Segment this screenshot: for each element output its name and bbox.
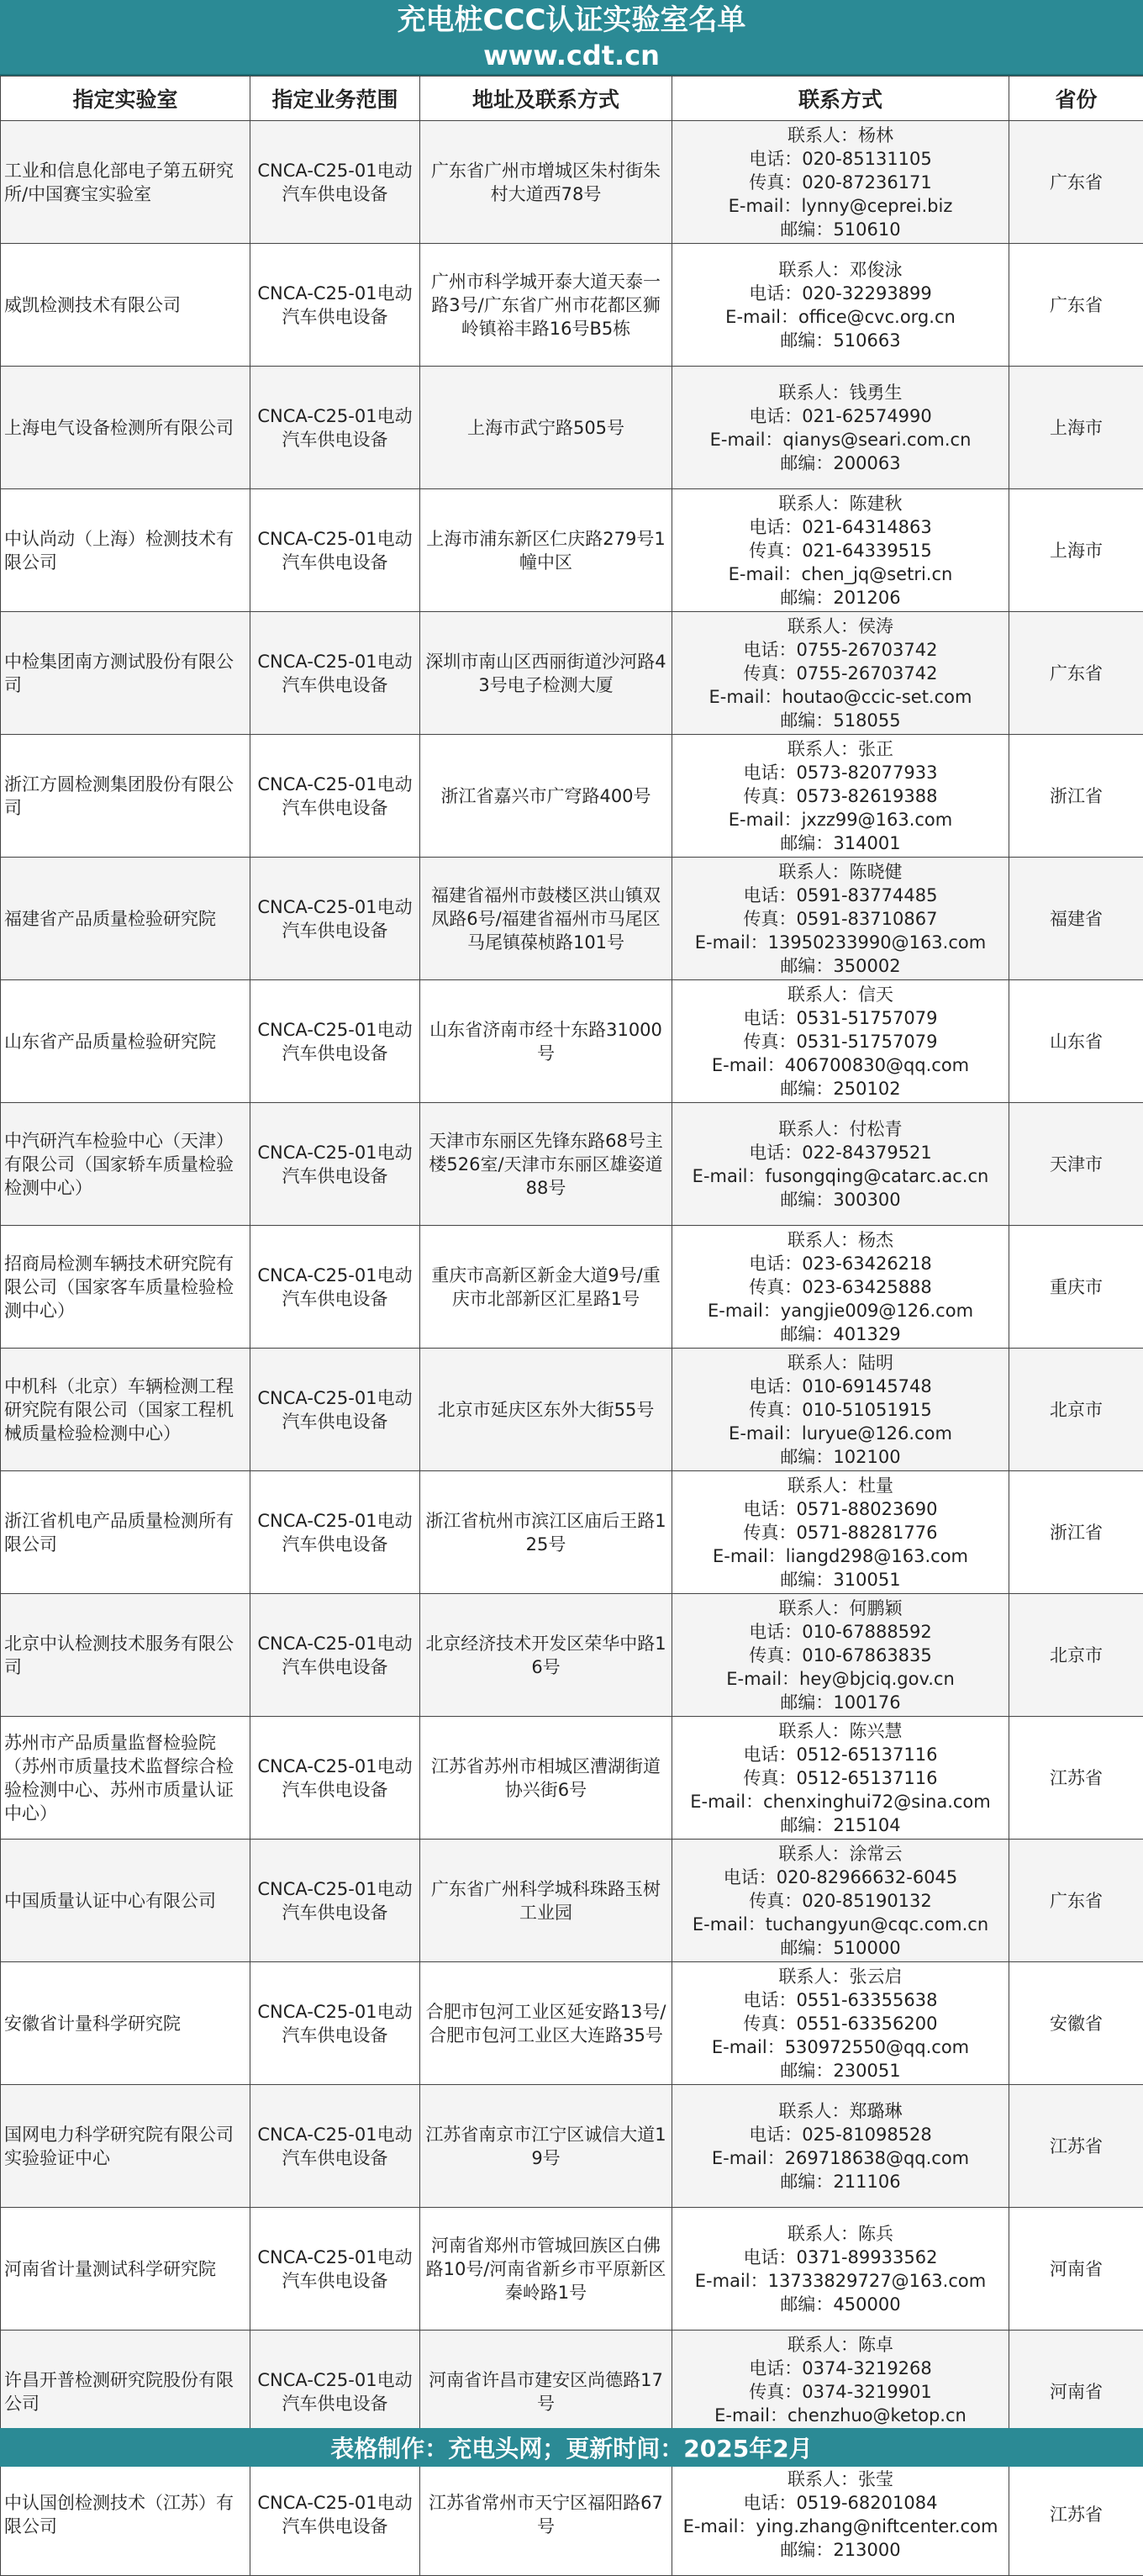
table-row: [1, 612, 1143, 735]
contact-line: 联系人：陈建秋: [676, 492, 1005, 515]
contact-line: 传真：010-51051915: [676, 1398, 1005, 1422]
contact-cell: [672, 2085, 1009, 2208]
contact-line: 邮编：510663: [676, 329, 1005, 352]
contact-line: 传真：0512-65137116: [676, 1766, 1005, 1790]
scope-cell: CNCA-C25-01电动汽车供电设备: [250, 980, 420, 1103]
address-cell: 江苏省苏州市相城区漕湖街道协兴街6号: [420, 1717, 672, 1840]
contact-cell: [672, 1962, 1009, 2085]
contact-cell: [672, 1471, 1009, 1594]
contact-line: 联系人：涂常云: [676, 1842, 1005, 1866]
contact-line: 联系人：陆明: [676, 1351, 1005, 1375]
contact-cell: [672, 121, 1009, 244]
scope-cell: CNCA-C25-01电动汽车供电设备: [250, 1471, 420, 1594]
column-header-address: 地址及联系方式: [420, 77, 672, 121]
contact-line: E-mail：fusongqing@catarc.ac.cn: [676, 1164, 1005, 1188]
contact-line: 联系人：付松青: [676, 1117, 1005, 1141]
table-header-row: [1, 77, 1143, 121]
table-row: [1, 1840, 1143, 1962]
address-cell: 重庆市高新区新金大道9号/重庆市北部新区汇星路1号: [420, 1226, 672, 1349]
province-cell: 广东省: [1009, 244, 1143, 367]
lab-name-cell: 浙江方圆检测集团股份有限公司: [1, 735, 250, 858]
contact-line: 传真：020-85190132: [676, 1889, 1005, 1913]
province-cell: 重庆市: [1009, 1226, 1143, 1349]
contact-line: 联系人：陈卓: [676, 2333, 1005, 2357]
contact-line: 传真：0573-82619388: [676, 784, 1005, 808]
lab-name-cell: 许昌开普检测研究院股份有限公司: [1, 2331, 250, 2453]
province-cell: 浙江省: [1009, 1471, 1143, 1594]
contact-line: 邮编：100176: [676, 1691, 1005, 1714]
contact-line: E-mail：chenzhuo@ketop.cn: [676, 2404, 1005, 2427]
scope-cell: CNCA-C25-01电动汽车供电设备: [250, 244, 420, 367]
column-header-scope: 指定业务范围: [250, 77, 420, 121]
page-header: [0, 0, 1143, 76]
scope-cell: CNCA-C25-01电动汽车供电设备: [250, 1962, 420, 2085]
scope-cell: CNCA-C25-01电动汽车供电设备: [250, 1103, 420, 1226]
table-row: [1, 1717, 1143, 1840]
address-cell: 江苏省常州市天宁区福阳路67号: [420, 2453, 672, 2576]
contact-line: E-mail：269718638@qq.com: [676, 2146, 1005, 2170]
contact-line: 联系人：张莹: [676, 2468, 1005, 2491]
contact-line: 邮编：518055: [676, 709, 1005, 732]
contact-line: E-mail：liangd298@163.com: [676, 1544, 1005, 1568]
lab-name-cell: 福建省产品质量检验研究院: [1, 858, 250, 980]
contact-line: 邮编：230051: [676, 2059, 1005, 2082]
lab-name-cell: 威凯检测技术有限公司: [1, 244, 250, 367]
contact-line: 传真：0551-63356200: [676, 2012, 1005, 2035]
page-footer: [0, 2428, 1143, 2467]
table-row: [1, 2208, 1143, 2331]
contact-line: E-mail：jxzz99@163.com: [676, 808, 1005, 831]
table-row: [1, 2085, 1143, 2208]
contact-line: 邮编：310051: [676, 1568, 1005, 1592]
page-subtitle: www.cdt.cn: [483, 39, 660, 72]
contact-line: 电话：010-69145748: [676, 1375, 1005, 1398]
scope-cell: CNCA-C25-01电动汽车供电设备: [250, 2453, 420, 2576]
scope-cell: CNCA-C25-01电动汽车供电设备: [250, 2208, 420, 2331]
contact-line: 传真：020-87236171: [676, 171, 1005, 194]
lab-name-cell: 山东省产品质量检验研究院: [1, 980, 250, 1103]
table-row: [1, 1103, 1143, 1226]
province-cell: 福建省: [1009, 858, 1143, 980]
province-cell: 广东省: [1009, 1840, 1143, 1962]
contact-line: 电话：020-82966632-6045: [676, 1866, 1005, 1889]
address-cell: 河南省许昌市建安区尚德路17号: [420, 2331, 672, 2453]
contact-cell: [672, 367, 1009, 489]
contact-line: E-mail：chen_jq@setri.cn: [676, 562, 1005, 586]
contact-line: E-mail：tuchangyun@cqc.com.cn: [676, 1913, 1005, 1936]
contact-line: E-mail：office@cvc.org.cn: [676, 305, 1005, 329]
province-cell: 北京市: [1009, 1594, 1143, 1717]
lab-name-cell: 中国质量认证中心有限公司: [1, 1840, 250, 1962]
contact-line: 邮编：102100: [676, 1445, 1005, 1469]
contact-cell: [672, 1349, 1009, 1471]
address-cell: 山东省济南市经十东路31000号: [420, 980, 672, 1103]
province-cell: 上海市: [1009, 367, 1143, 489]
address-cell: 广州市科学城开泰大道天泰一路3号/广东省广州市花都区狮岭镇裕丰路16号B5栋: [420, 244, 672, 367]
contact-line: 联系人：侯涛: [676, 615, 1005, 638]
scope-cell: CNCA-C25-01电动汽车供电设备: [250, 367, 420, 489]
contact-cell: [672, 489, 1009, 612]
address-cell: 天津市东丽区先锋东路68号主楼526室/天津市东丽区雄姿道88号: [420, 1103, 672, 1226]
province-cell: 江苏省: [1009, 2453, 1143, 2576]
contact-line: E-mail：chenxinghui72@sina.com: [676, 1790, 1005, 1813]
address-cell: 河南省郑州市管城回族区白佛路10号/河南省新乡市平原新区秦岭路1号: [420, 2208, 672, 2331]
contact-line: 邮编：215104: [676, 1813, 1005, 1837]
contact-line: 电话：010-67888592: [676, 1620, 1005, 1644]
contact-cell: [672, 1840, 1009, 1962]
contact-line: 邮编：314001: [676, 831, 1005, 855]
contact-cell: [672, 858, 1009, 980]
scope-cell: CNCA-C25-01电动汽车供电设备: [250, 858, 420, 980]
contact-cell: [672, 735, 1009, 858]
table-row: [1, 735, 1143, 858]
address-cell: 江苏省南京市江宁区诚信大道19号: [420, 2085, 672, 2208]
table-row: [1, 489, 1143, 612]
contact-line: 电话：0571-88023690: [676, 1497, 1005, 1521]
province-cell: 广东省: [1009, 121, 1143, 244]
province-cell: 江苏省: [1009, 1717, 1143, 1840]
column-header-lab: 指定实验室: [1, 77, 250, 121]
scope-cell: CNCA-C25-01电动汽车供电设备: [250, 1840, 420, 1962]
contact-line: 邮编：200063: [676, 451, 1005, 475]
contact-line: 电话：023-63426218: [676, 1252, 1005, 1275]
contact-line: 邮编：510610: [676, 218, 1005, 241]
contact-line: 电话：022-84379521: [676, 1141, 1005, 1164]
address-cell: 浙江省嘉兴市广穹路400号: [420, 735, 672, 858]
contact-line: 传真：0571-88281776: [676, 1521, 1005, 1544]
contact-line: 邮编：450000: [676, 2293, 1005, 2316]
province-cell: 河南省: [1009, 2208, 1143, 2331]
scope-cell: CNCA-C25-01电动汽车供电设备: [250, 489, 420, 612]
address-cell: 广东省广州科学城科珠路玉树工业园: [420, 1840, 672, 1962]
scope-cell: CNCA-C25-01电动汽车供电设备: [250, 2085, 420, 2208]
address-cell: 浙江省杭州市滨江区庙后王路125号: [420, 1471, 672, 1594]
contact-line: 电话：0512-65137116: [676, 1743, 1005, 1766]
contact-cell: [672, 2208, 1009, 2331]
column-header-province: 省份: [1009, 77, 1143, 121]
province-cell: 安徽省: [1009, 1962, 1143, 2085]
contact-cell: [672, 2453, 1009, 2576]
lab-table: [0, 76, 1143, 2576]
address-cell: 深圳市南山区西丽街道沙河路43号电子检测大厦: [420, 612, 672, 735]
lab-name-cell: 北京中认检测技术服务有限公司: [1, 1594, 250, 1717]
contact-line: 传真：023-63425888: [676, 1275, 1005, 1299]
contact-line: E-mail：406700830@qq.com: [676, 1053, 1005, 1077]
contact-line: 邮编：213000: [676, 2538, 1005, 2562]
page-title: 充电桩CCC认证实验室名单: [398, 2, 746, 39]
contact-line: E-mail：yangjie009@126.com: [676, 1299, 1005, 1322]
contact-cell: [672, 980, 1009, 1103]
scope-cell: CNCA-C25-01电动汽车供电设备: [250, 121, 420, 244]
contact-cell: [672, 612, 1009, 735]
contact-cell: [672, 1103, 1009, 1226]
contact-line: 传真：010-67863835: [676, 1644, 1005, 1667]
table-row: [1, 244, 1143, 367]
contact-line: E-mail：qianys@seari.com.cn: [676, 428, 1005, 451]
contact-line: 联系人：陈兴慧: [676, 1719, 1005, 1743]
scope-cell: CNCA-C25-01电动汽车供电设备: [250, 735, 420, 858]
contact-line: 联系人：钱勇生: [676, 381, 1005, 404]
contact-line: 电话：0755-26703742: [676, 638, 1005, 662]
contact-line: 电话：025-81098528: [676, 2123, 1005, 2146]
contact-line: 电话：021-64314863: [676, 515, 1005, 539]
contact-line: 电话：0573-82077933: [676, 761, 1005, 784]
contact-line: E-mail：ying.zhang@niftcenter.com: [676, 2515, 1005, 2538]
lab-name-cell: 苏州市产品质量监督检验院（苏州市质量技术监督综合检验检测中心、苏州市质量认证中心）: [1, 1717, 250, 1840]
contact-line: 电话：0531-51757079: [676, 1006, 1005, 1030]
province-cell: 天津市: [1009, 1103, 1143, 1226]
contact-line: 传真：0531-51757079: [676, 1030, 1005, 1053]
table-row: [1, 121, 1143, 244]
contact-line: 电话：0591-83774485: [676, 884, 1005, 907]
lab-name-cell: 招商局检测车辆技术研究院有限公司（国家客车质量检验检测中心）: [1, 1226, 250, 1349]
contact-line: 电话：0374-3219268: [676, 2357, 1005, 2380]
contact-cell: [672, 1594, 1009, 1717]
contact-line: 邮编：401329: [676, 1322, 1005, 1346]
contact-line: E-mail：hey@bjciq.gov.cn: [676, 1667, 1005, 1691]
address-cell: 北京经济技术开发区荣华中路16号: [420, 1594, 672, 1717]
table-body: [1, 121, 1143, 2576]
scope-cell: CNCA-C25-01电动汽车供电设备: [250, 1226, 420, 1349]
contact-line: 传真：0591-83710867: [676, 907, 1005, 931]
contact-line: 联系人：陈晓健: [676, 860, 1005, 884]
contact-cell: [672, 1717, 1009, 1840]
contact-line: 传真：0374-3219901: [676, 2380, 1005, 2404]
province-cell: 河南省: [1009, 2331, 1143, 2453]
contact-line: 电话：0371-89933562: [676, 2246, 1005, 2269]
contact-line: 邮编：350002: [676, 954, 1005, 978]
table-row: [1, 1349, 1143, 1471]
address-cell: 福建省福州市鼓楼区洪山镇双凤路6号/福建省福州市马尾区马尾镇葆桢路101号: [420, 858, 672, 980]
contact-line: 联系人：杨杰: [676, 1228, 1005, 1252]
address-cell: 北京市延庆区东外大街55号: [420, 1349, 672, 1471]
address-cell: 上海市浦东新区仁庆路279号1幢中区: [420, 489, 672, 612]
lab-name-cell: 中机科（北京）车辆检测工程研究院有限公司（国家工程机械质量检验检测中心）: [1, 1349, 250, 1471]
lab-name-cell: 中汽研汽车检验中心（天津）有限公司（国家轿车质量检验检测中心）: [1, 1103, 250, 1226]
contact-line: 联系人：郑璐琳: [676, 2099, 1005, 2123]
scope-cell: CNCA-C25-01电动汽车供电设备: [250, 2331, 420, 2453]
lab-name-cell: 国网电力科学研究院有限公司实验验证中心: [1, 2085, 250, 2208]
table-row: [1, 2453, 1143, 2576]
province-cell: 上海市: [1009, 489, 1143, 612]
province-cell: 广东省: [1009, 612, 1143, 735]
contact-line: 联系人：杨林: [676, 124, 1005, 147]
province-cell: 浙江省: [1009, 735, 1143, 858]
contact-line: E-mail：lynny@ceprei.biz: [676, 194, 1005, 218]
contact-line: E-mail：530972550@qq.com: [676, 2035, 1005, 2059]
contact-line: 电话：020-85131105: [676, 147, 1005, 171]
contact-line: E-mail：luryue@126.com: [676, 1422, 1005, 1445]
address-cell: 合肥市包河工业区延安路13号/合肥市包河工业区大连路35号: [420, 1962, 672, 2085]
contact-cell: [672, 244, 1009, 367]
contact-line: 电话：020-32293899: [676, 282, 1005, 305]
contact-line: 联系人：陈兵: [676, 2222, 1005, 2246]
contact-line: 联系人：信天: [676, 983, 1005, 1006]
lab-name-cell: 工业和信息化部电子第五研究所/中国赛宝实验室: [1, 121, 250, 244]
contact-line: 邮编：211106: [676, 2170, 1005, 2193]
table-row: [1, 1226, 1143, 1349]
lab-name-cell: 河南省计量测试科学研究院: [1, 2208, 250, 2331]
scope-cell: CNCA-C25-01电动汽车供电设备: [250, 1594, 420, 1717]
contact-line: 联系人：何鹏颖: [676, 1597, 1005, 1620]
province-cell: 山东省: [1009, 980, 1143, 1103]
contact-line: 联系人：张正: [676, 737, 1005, 761]
lab-name-cell: 中认国创检测技术（江苏）有限公司: [1, 2453, 250, 2576]
contact-line: 电话：0519-68201084: [676, 2491, 1005, 2515]
table-row: [1, 858, 1143, 980]
column-header-contact: 联系方式: [672, 77, 1009, 121]
contact-cell: [672, 1226, 1009, 1349]
contact-line: E-mail：13950233990@163.com: [676, 931, 1005, 954]
table-row: [1, 1471, 1143, 1594]
footer-text: 表格制作：充电头网；更新时间：2025年2月: [330, 2431, 812, 2464]
lab-name-cell: 安徽省计量科学研究院: [1, 1962, 250, 2085]
contact-line: 传真：021-64339515: [676, 539, 1005, 562]
table-row: [1, 1594, 1143, 1717]
address-cell: 广东省广州市增城区朱村街朱村大道西78号: [420, 121, 672, 244]
contact-line: E-mail：13733829727@163.com: [676, 2269, 1005, 2293]
contact-line: 邮编：250102: [676, 1077, 1005, 1101]
table-row: [1, 367, 1143, 489]
contact-line: 邮编：201206: [676, 586, 1005, 610]
contact-line: 联系人：杜量: [676, 1474, 1005, 1497]
address-cell: 上海市武宁路505号: [420, 367, 672, 489]
lab-name-cell: 中检集团南方测试股份有限公司: [1, 612, 250, 735]
contact-line: E-mail：houtao@ccic-set.com: [676, 685, 1005, 709]
contact-line: 联系人：张云启: [676, 1965, 1005, 1988]
table-row: [1, 1962, 1143, 2085]
lab-name-cell: 上海电气设备检测所有限公司: [1, 367, 250, 489]
contact-line: 传真：0755-26703742: [676, 662, 1005, 685]
contact-line: 电话：021-62574990: [676, 404, 1005, 428]
lab-name-cell: 浙江省机电产品质量检测所有限公司: [1, 1471, 250, 1594]
scope-cell: CNCA-C25-01电动汽车供电设备: [250, 1349, 420, 1471]
contact-line: 邮编：300300: [676, 1188, 1005, 1211]
table-row: [1, 980, 1143, 1103]
scope-cell: CNCA-C25-01电动汽车供电设备: [250, 612, 420, 735]
province-cell: 江苏省: [1009, 2085, 1143, 2208]
contact-line: 联系人：邓俊泳: [676, 258, 1005, 282]
scope-cell: CNCA-C25-01电动汽车供电设备: [250, 1717, 420, 1840]
province-cell: 北京市: [1009, 1349, 1143, 1471]
lab-name-cell: 中认尚动（上海）检测技术有限公司: [1, 489, 250, 612]
contact-line: 邮编：510000: [676, 1936, 1005, 1960]
contact-line: 电话：0551-63355638: [676, 1988, 1005, 2012]
